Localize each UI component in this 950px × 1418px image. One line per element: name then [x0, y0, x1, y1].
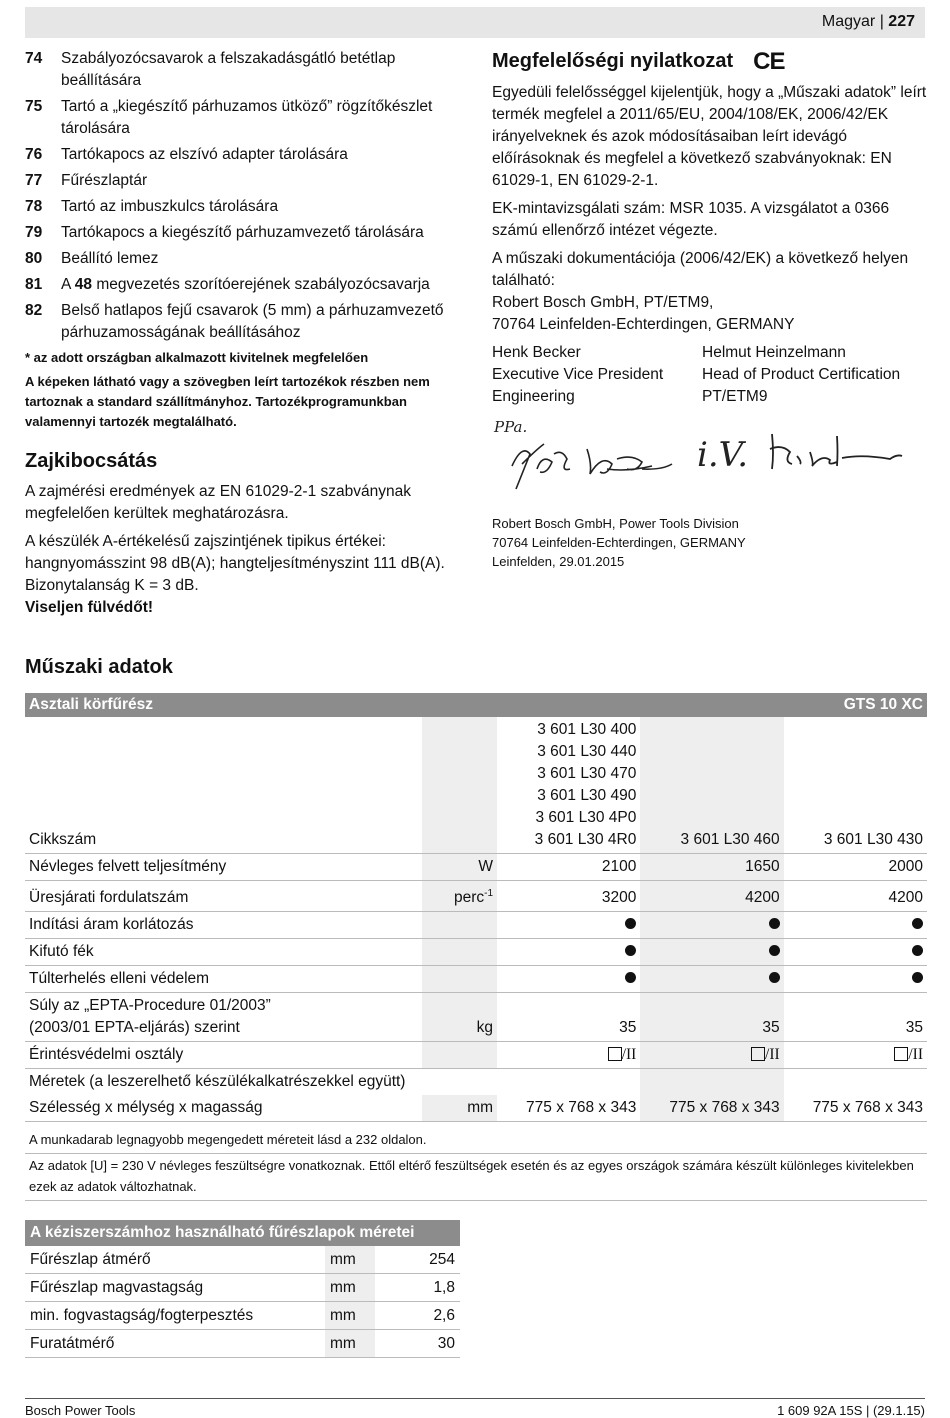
part-number: 3 601 L30 4P0	[535, 809, 637, 826]
signature-image	[492, 414, 922, 504]
table-row	[25, 854, 927, 881]
conformity-title: Megfelelőségi nyilatkozat	[492, 50, 734, 72]
bullet-dot-icon	[912, 972, 923, 983]
double-insulation-icon	[894, 1047, 908, 1061]
row-unit: mm	[325, 1302, 375, 1330]
row-label: Fűrészlap magvastagság	[25, 1274, 325, 1302]
row-unit: W	[422, 854, 497, 881]
row-value: 30	[375, 1330, 460, 1358]
table-header	[25, 693, 927, 717]
double-insulation-icon	[608, 1047, 622, 1061]
row-value: 775 x 768 x 343	[784, 1095, 927, 1122]
row-value: 35	[784, 993, 927, 1042]
signature-ppa: PPa.	[494, 418, 528, 436]
table-row	[25, 1330, 460, 1358]
tech-data-title: Műszaki adatok	[25, 656, 173, 678]
table-row	[25, 993, 927, 1042]
row-label: Túlterhelés elleni védelem	[25, 966, 422, 993]
protection-class-value: /II	[908, 1046, 923, 1064]
protection-class	[784, 1042, 927, 1069]
item-text-before: A	[61, 276, 75, 293]
protection-class	[497, 1042, 640, 1069]
table-note: Az adatok [U] = 230 V névleges feszültségre vonatkoznak. Ettől eltérő feszültségek esetén és az egyes országok számára készült különleges kivitelekben ezek az adatok változhatnak.	[25, 1154, 927, 1201]
footer-doc-number: 1 609 92A 15S | (29.1.15)	[777, 1403, 925, 1418]
row-value: 775 x 768 x 343	[640, 1095, 783, 1122]
item-number: 78	[25, 198, 43, 215]
part-number: 3 601 L30 470	[537, 765, 637, 782]
row-label: Indítási áram korlátozás	[25, 912, 422, 939]
item-text-ref: 48	[74, 276, 93, 293]
item-number: 79	[25, 224, 43, 241]
conformity-paragraph: A műszaki dokumentációja (2006/42/EK) a következő helyen található:	[492, 250, 909, 289]
signers	[492, 342, 927, 408]
table-row	[25, 912, 927, 939]
list-item	[25, 96, 460, 140]
row-label: min. fogvastagság/fogterpesztés	[25, 1302, 325, 1330]
table-row	[25, 1069, 927, 1096]
table-note: A munkadarab legnagyobb megengedett méreteit lásd a 232 oldalon.	[25, 1128, 927, 1154]
page-number: 227	[888, 13, 915, 30]
noise-paragraph: A zajmérési eredmények az EN 61029-2-1 szabványnak megfelelően kerültek meghatározásra.	[25, 483, 411, 522]
item-text: Fűrészlaptár	[61, 172, 148, 189]
item-number: 82	[25, 302, 43, 319]
item-number: 81	[25, 276, 43, 293]
page-header	[25, 7, 925, 38]
row-value: 1650	[640, 854, 783, 881]
double-insulation-icon	[751, 1047, 765, 1061]
row-unit	[422, 881, 497, 912]
page-language-number: Magyar | 227	[821, 13, 915, 30]
bullet-dot-icon	[769, 918, 780, 929]
ear-protection-warning: Viseljen fülvédőt!	[25, 599, 154, 616]
list-item	[25, 170, 460, 192]
signer1-name: Henk Becker	[492, 344, 581, 361]
place-date: Leinfelden, 29.01.2015	[492, 554, 625, 569]
row-value: 2,6	[375, 1302, 460, 1330]
table-row	[25, 881, 927, 912]
row-label: Szélesség x mélység x magasság	[25, 1095, 422, 1122]
model-name: GTS 10 XC	[784, 693, 927, 717]
list-item	[25, 248, 460, 270]
row-label: Furatátmérő	[25, 1330, 325, 1358]
protection-class-value: /II	[765, 1046, 780, 1064]
row-label: Fűrészlap átmérő	[25, 1246, 325, 1274]
row-value: 35	[497, 993, 640, 1042]
signer2-title: Head of Product Certification	[702, 366, 901, 383]
bullet-dot-icon	[769, 972, 780, 983]
company-name: Robert Bosch GmbH, Power Tools Division	[492, 516, 739, 531]
tech-data-table	[25, 693, 927, 1122]
row-unit: mm	[325, 1274, 375, 1302]
part-number: 3 601 L30 490	[537, 787, 637, 804]
row-unit: mm	[422, 1095, 497, 1122]
row-value: 35	[640, 993, 783, 1042]
left-column	[25, 48, 460, 625]
row-label: Üresjárati fordulatszám	[25, 881, 422, 912]
part-number: 3 601 L30 400	[537, 721, 637, 738]
item-text: Belső hatlapos fejű csavarok (5 mm) a párhuzamvezető párhuzamosságának beállításához	[61, 302, 444, 341]
item-number: 74	[25, 50, 43, 67]
signer1-dept: Engineering	[492, 388, 575, 405]
item-number: 80	[25, 250, 43, 267]
signature-iv: i.V.	[697, 435, 749, 475]
part-number: 3 601 L30 430	[784, 717, 927, 854]
row-label: Névleges felvett teljesítmény	[25, 854, 422, 881]
blade-table-title: A kéziszerszámhoz használható fűrészlapok méretei	[25, 1220, 460, 1246]
item-number: 75	[25, 98, 43, 115]
bullet-dot-icon	[769, 945, 780, 956]
part-numbers-1	[497, 717, 640, 854]
protection-class-value: /II	[621, 1046, 637, 1064]
conformity-heading	[492, 48, 927, 76]
noise-paragraph: A készülék A-értékelésű zajszintjének tipikus értékei: hangnyomásszint 98 dB(A); hangteljesítményszint 111 dB(A). Bizonytalanság K = 3 dB.	[25, 533, 445, 594]
list-item	[25, 274, 460, 296]
bullet-dot-icon	[625, 972, 636, 983]
signer1-title: Executive Vice President	[492, 366, 664, 383]
conformity-paragraph: EK-mintavizsgálati szám: MSR 1035. A vizsgálatot a 0366 számú ellenőrző intézet végezte.	[492, 200, 890, 239]
country-note: * az adott országban alkalmazott kivitelnek megfelelően	[25, 350, 369, 365]
row-label: Méretek (a leszerelhető készülékalkatrészekkel együtt)	[29, 1073, 406, 1091]
item-text	[61, 274, 460, 296]
item-number: 77	[25, 172, 43, 189]
signer2-dept: PT/ETM9	[702, 388, 768, 405]
row-value: 4200	[784, 881, 927, 912]
conformity-paragraph: Egyedüli felelősséggel kijelentjük, hogy a „Műszaki adatok” leírt termék megfelel a 2011/65/EU, 2004/108/EK, 2006/42/EK irányelveknek és azok módosításaiban leírt idevágó előírásoknak és megfelel a következő szabványoknak: EN 61029-1, EN 61029-2-1.	[492, 84, 927, 189]
conformity-address: Robert Bosch GmbH, PT/ETM9,	[492, 294, 714, 311]
unit-superscript: -1	[484, 888, 494, 899]
bullet-dot-icon	[912, 918, 923, 929]
item-text: Szabályozócsavarok a felszakadásgátló betétlap beállítására	[61, 50, 396, 89]
item-text: Beállító lemez	[61, 250, 159, 267]
item-text: Tartó az imbuszkulcs tárolására	[61, 198, 279, 215]
protection-class	[640, 1042, 783, 1069]
parts-list	[25, 48, 460, 344]
list-item	[25, 300, 460, 344]
row-label: Kifutó fék	[25, 939, 422, 966]
noise-section-title: Zajkibocsátás	[25, 450, 158, 472]
bullet-dot-icon	[625, 945, 636, 956]
footer-brand: Bosch Power Tools	[25, 1403, 136, 1418]
list-item	[25, 196, 460, 218]
part-number: 3 601 L30 440	[537, 743, 637, 760]
signer2-name: Helmut Heinzelmann	[702, 344, 846, 361]
item-text: Tartókapocs a kiegészítő párhuzamvezető tárolására	[61, 224, 424, 241]
row-value: 4200	[640, 881, 783, 912]
item-text-after: megvezetés szorítóerejének szabályozócsavarja	[92, 276, 430, 293]
signatures	[492, 414, 927, 514]
bullet-dot-icon	[912, 945, 923, 956]
row-unit: mm	[325, 1246, 375, 1274]
table-row	[25, 1042, 927, 1069]
table-row	[25, 1246, 460, 1274]
row-label-line: Súly az „EPTA-Procedure 01/2003”	[29, 997, 271, 1015]
row-label-line: (2003/01 EPTA-eljárás) szerint	[29, 1019, 240, 1037]
table-row	[25, 939, 927, 966]
row-unit: mm	[325, 1330, 375, 1358]
row-value: 775 x 768 x 343	[497, 1095, 640, 1122]
list-item	[25, 144, 460, 166]
ce-mark-icon: CE	[753, 48, 785, 75]
row-unit: kg	[422, 993, 497, 1042]
item-text: Tartó a „kiegészítő párhuzamos ütköző” rögzítőkészlet tárolására	[61, 98, 433, 137]
product-name: Asztali körfűrész	[25, 693, 497, 717]
table-row	[25, 717, 927, 854]
list-item	[25, 222, 460, 244]
row-value: 2000	[784, 854, 927, 881]
item-text: Tartókapocs az elszívó adapter tárolására	[61, 146, 348, 163]
list-item	[25, 48, 460, 92]
row-label	[25, 993, 422, 1042]
row-value: 2100	[497, 854, 640, 881]
unit-text: perc	[453, 889, 485, 907]
row-label: Érintésvédelmi osztály	[25, 1042, 422, 1069]
row-value: 254	[375, 1246, 460, 1274]
row-value: 1,8	[375, 1274, 460, 1302]
blade-dimensions-table	[25, 1220, 460, 1358]
part-number: 3 601 L30 4R0	[534, 831, 637, 848]
language-label: Magyar	[821, 13, 876, 30]
right-column	[492, 48, 927, 571]
row-label: Cikkszám	[25, 717, 422, 854]
table-row	[25, 1302, 460, 1330]
tech-data-notes	[25, 1128, 927, 1201]
table-row	[25, 1095, 927, 1122]
part-number: 3 601 L30 460	[640, 717, 783, 854]
accessories-note: A képeken látható vagy a szövegben leírt tartozékok részben nem tartoznak a standard szállítmányhoz. Tartozékprogramunkban valamennyi tartozék megtalálható.	[25, 374, 430, 429]
row-value: 3200	[497, 881, 640, 912]
conformity-address: 70764 Leinfelden-Echterdingen, GERMANY	[492, 316, 795, 333]
table-row	[25, 966, 927, 993]
page-footer	[25, 1398, 925, 1418]
table-row	[25, 1274, 460, 1302]
company-address: 70764 Leinfelden-Echterdingen, GERMANY	[492, 535, 746, 550]
bullet-dot-icon	[625, 918, 636, 929]
item-number: 76	[25, 146, 43, 163]
